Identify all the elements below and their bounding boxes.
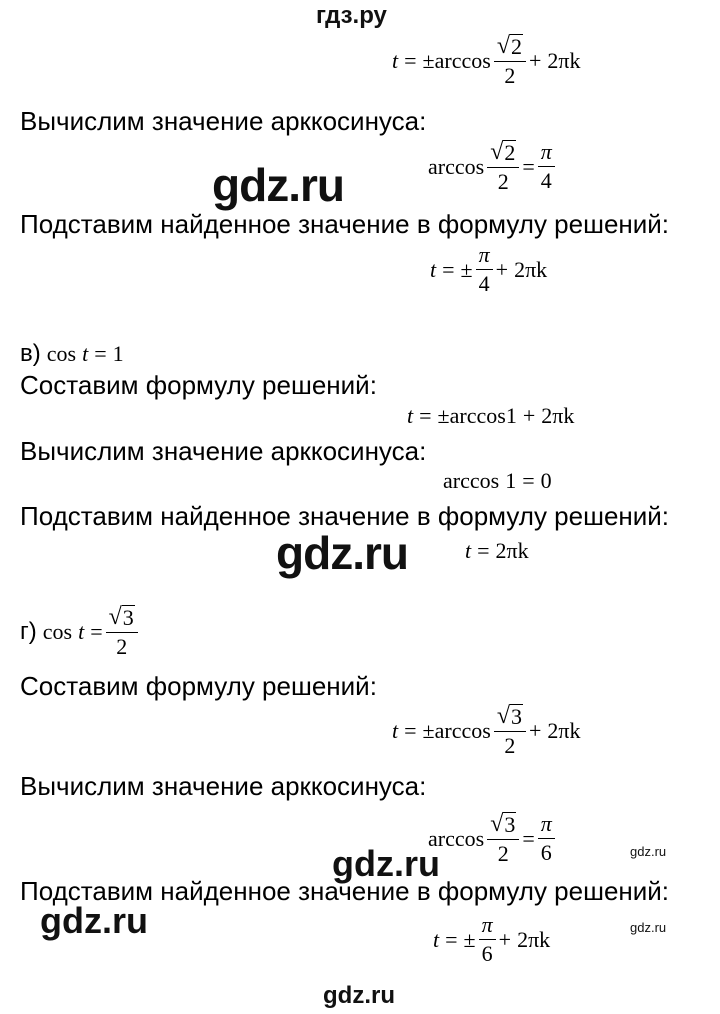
formula-arccos-sqrt3: arccos √ 3 2 = $\frac{\pi}{6}$ — [428, 812, 558, 865]
fraction-pi-over-4: $\frac{\pi}{4}$ — [476, 244, 493, 295]
text-substitute-1: Подставим найденное значение в формулу решений: — [20, 209, 670, 239]
formula-result-2pik: t = 2πk — [465, 538, 529, 563]
item-g-equation: г) cos t = √ 3 2 — [20, 605, 141, 658]
watermark-gdz: gdz.ru — [332, 843, 440, 884]
text-substitute-2: Подставим найденное значение в формулу решений: — [20, 501, 670, 531]
fraction-pi-over-6: $\frac{\pi}{6}$ — [538, 813, 555, 864]
formula-result-pi-4: t = ± $\frac{\pi}{4}$ + 2πk — [430, 242, 548, 296]
formula-solution-sqrt3: t = ± arccos √ 3 2 + 2πk — [392, 703, 581, 758]
text-compute-arccos-3: Вычислим значение арккосинуса: — [20, 771, 427, 801]
formula-arccos-1: arccos 1 = 0 — [443, 468, 552, 493]
fraction-sqrt3-over-2: √ 3 2 — [494, 704, 526, 757]
formula-arccos-sqrt2: arccos √ 2 2 = $\frac{\pi}{4}$ — [428, 140, 558, 193]
watermark-gdz: gdz.ru — [276, 527, 408, 579]
watermark-gdz-small: gdz.ru — [630, 844, 667, 859]
fraction-sqrt3-over-2: √ 3 2 — [487, 812, 519, 865]
fraction-sqrt2-over-2: √ 2 2 — [487, 140, 519, 193]
text-substitute-3: Подставим найденное значение в формулу решений: — [20, 876, 670, 906]
formula-solution-sqrt2: t = ± arccos √ 2 2 + 2πk — [392, 33, 581, 88]
fraction-pi-over-4: $\frac{\pi}{4}$ — [538, 141, 555, 192]
text-compute-arccos-2: Вычислим значение арккосинуса: — [20, 436, 427, 466]
fraction-pi-over-6: $\frac{\pi}{6}$ — [479, 914, 496, 965]
watermark-gdz: gdz.ru — [40, 900, 148, 941]
formula-solution-1: t = ± arccos 1 + 2πk — [407, 403, 575, 428]
top-watermark: гдз.ру — [316, 2, 387, 29]
formula-result-pi-6: t = ± $\frac{\pi}{6}$ + 2πk — [433, 912, 551, 966]
watermark-gdz: gdz.ru — [212, 159, 344, 211]
watermark-gdz-small: gdz.ru — [630, 920, 667, 935]
watermark-gdz-bottom: gdz.ru — [323, 982, 395, 1009]
text-compose-1: Составим формулу решений: — [20, 370, 377, 400]
fraction-sqrt3-over-2: √ 3 2 — [106, 605, 138, 658]
text-compose-2: Составим формулу решений: — [20, 671, 377, 701]
fraction-sqrt2-over-2: √ 2 2 — [494, 34, 526, 87]
text-compute-arccos-1: Вычислим значение арккосинуса: — [20, 106, 427, 136]
item-v-equation: в) cos t = 1 — [20, 340, 124, 367]
